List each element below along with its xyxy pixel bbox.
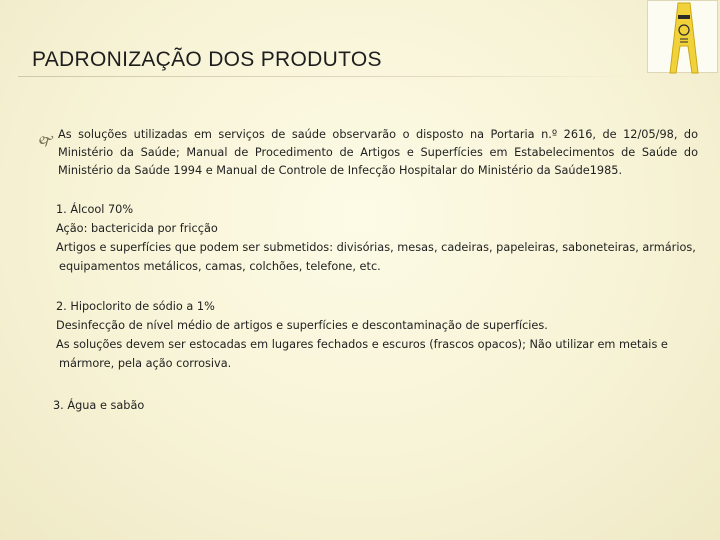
item-hipoclorito-line3: mármore, pela ação corrosiva. (59, 357, 232, 370)
caution-sign-image (647, 0, 718, 73)
item-alcool (56, 200, 706, 276)
item-alcool-action: Ação: bactericida por fricção (56, 222, 218, 235)
intro-paragraph: As soluções utilizadas em serviços de saúde observarão o disposto na Portaria n.º 2616, de 12/05/98, do Ministério da Saúde; Manual de Procedimento de Artigos e Superfícies em Estabelecimentos de Saúde do Ministério da Saúde 1994 e Manual de Controle de Infecção Hospitalar do Ministério da Saúde1985. (58, 128, 698, 177)
item-hipoclorito-heading: 2. Hipoclorito de sódio a 1% (56, 300, 215, 313)
item-hipoclorito-line2: As soluções devem ser estocadas em lugares fechados e escuros (frascos opacos); Não utilizar em metais e (56, 338, 668, 351)
item-alcool-heading: 1. Álcool 70% (56, 203, 134, 216)
wet-floor-caution-sign-icon (648, 1, 719, 74)
item-alcool-uses: Artigos e superfícies que podem ser submetidos: divisórias, mesas, cadeiras, papeleiras, saboneteiras, armários, (56, 241, 696, 254)
item-alcool-uses-cont: equipamentos metálicos, camas, colchões, telefone, etc. (59, 260, 381, 273)
item-agua-sabao (53, 396, 703, 415)
item-hipoclorito-line1: Desinfecção de nível médio de artigos e superfícies e descontaminação de superfícies. (56, 319, 548, 332)
item-hipoclorito (56, 297, 706, 373)
bullet-icon: 🙰 (37, 133, 55, 149)
title-divider (18, 76, 638, 77)
slide-title: PADRONIZAÇÃO DOS PRODUTOS (32, 48, 382, 71)
item-agua-sabao-heading: 3. Água e sabão (53, 399, 145, 412)
